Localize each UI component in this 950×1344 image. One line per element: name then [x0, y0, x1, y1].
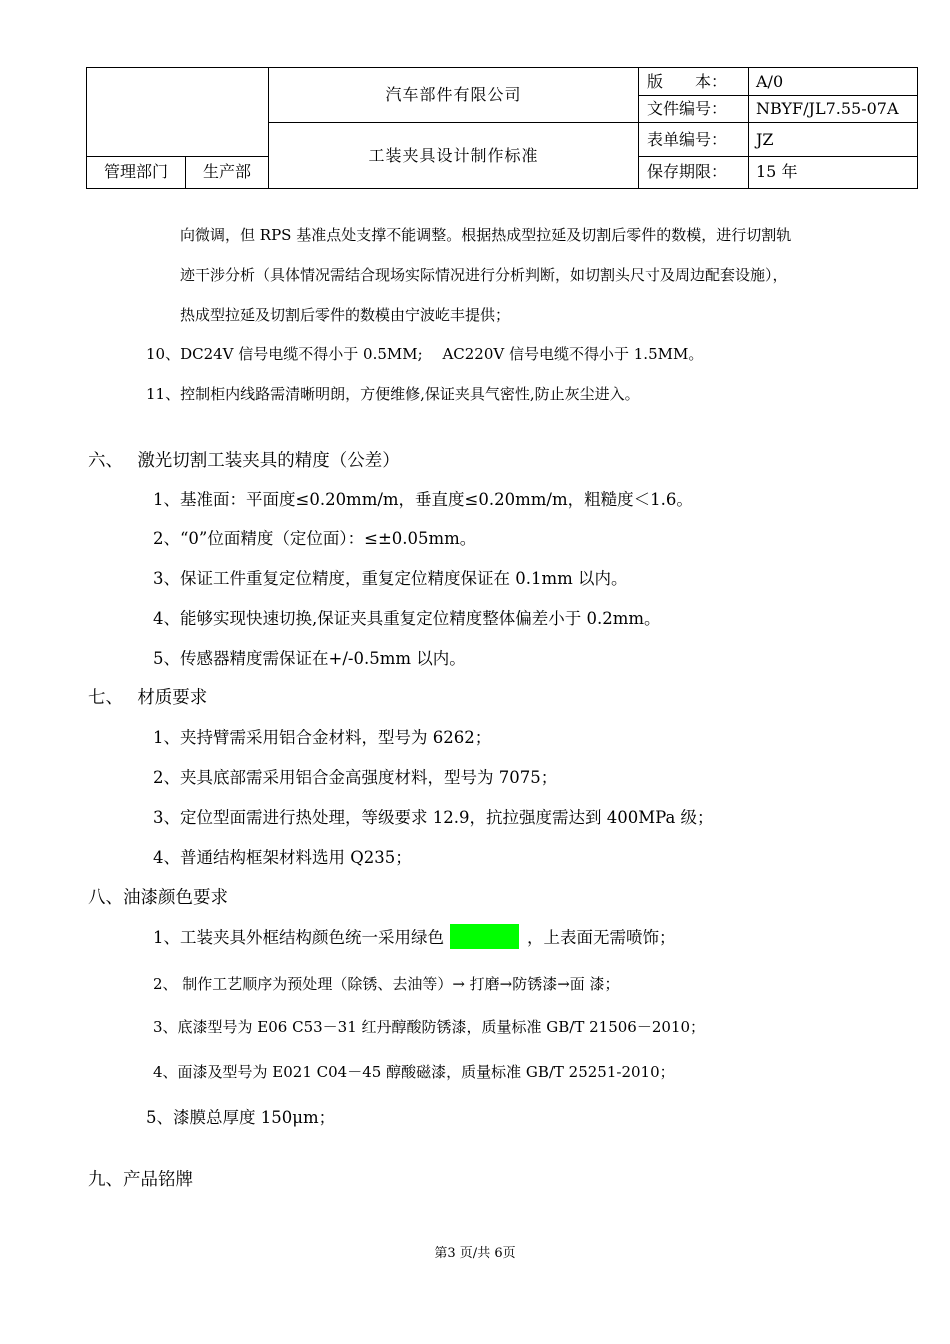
retention-label: 保存期限： [639, 156, 749, 188]
section-8-item-2: 2、 制作工艺顺序为预处理（除锈、去油等）→ 打磨→防锈漆→面 漆； [153, 975, 620, 993]
section-7-item-4: 4、普通结构框架材料选用 Q235； [153, 848, 412, 867]
section-8-item-3: 3、底漆型号为 E06 C53－31 红丹醇酸防锈漆，质量标准 GB/T 21506－2010； [153, 1018, 706, 1036]
item-11: 11、控制柜内线路需清晰明朗，方便维修,保证夹具气密性,防止灰尘进入。 [146, 385, 640, 403]
version-label: 版 本： [639, 68, 749, 96]
item-10: 10、DC24V 信号电缆不得小于 0.5MM; AC220V 信号电缆不得小于 1.5MM。 [146, 345, 704, 363]
page-number: 第3 页/共 6页 [434, 1246, 516, 1261]
form-number-label: 表单编号： [639, 123, 749, 156]
section-8-item-1-text: 1、工装夹具外框结构颜色统一采用绿色 [153, 928, 444, 947]
file-number-label: 文件编号： [639, 96, 749, 123]
continuation-line-2: 迹干涉分析（具体情况需结合现场实际情况进行分析判断，如切割头尺寸及周边配套设施）， [180, 266, 788, 284]
section-6-title: 六、 激光切割工装夹具的精度（公差） [88, 451, 400, 471]
green-color-swatch [450, 924, 519, 949]
section-6-item-4: 4、能够实现快速切换,保证夹具重复定位精度整体偏差小于 0.2mm。 [153, 609, 661, 628]
dept-value: 生产部 [186, 156, 269, 188]
section-7-item-3: 3、定位型面需进行热处理，等级要求 12.9，抗拉强度需达到 400MPa 级； [153, 808, 714, 827]
section-7-title: 七、 材质要求 [88, 688, 208, 708]
document-title: 工装夹具设计制作标准 [269, 123, 639, 189]
section-8-item-5: 5、漆膜总厚度 150μm； [146, 1108, 336, 1127]
dept-label: 管理部门 [87, 156, 186, 188]
version-value: A/0 [749, 68, 918, 96]
continuation-line-1: 向微调，但 RPS 基准点处支撑不能调整。根据热成型拉延及切割后零件的数模，进行切割轨 [180, 226, 792, 244]
continuation-line-3: 热成型拉延及切割后零件的数模由宁波屹丰提供； [180, 306, 511, 324]
section-6-item-3: 3、保证工件重复定位精度，重复定位精度保证在 0.1mm 以内。 [153, 569, 628, 588]
section-8-item-1 [153, 924, 676, 949]
section-6-item-5: 5、传感器精度需保证在+/-0.5mm 以内。 [153, 649, 466, 668]
company-name: 汽车部件有限公司 [269, 68, 639, 123]
section-9-title: 九、产品铭牌 [88, 1170, 193, 1190]
form-number-value: JZ [749, 123, 918, 156]
section-6-item-2: 2、“0”位面精度（定位面）：≤±0.05mm。 [153, 529, 477, 548]
section-8-item-1-suffix: ，上表面无需喷饰； [527, 928, 676, 947]
section-6-item-1: 1、基准面：平面度≤0.20mm/m，垂直度≤0.20mm/m，粗糙度＜1.6。 [153, 490, 693, 509]
section-8-title: 八、油漆颜色要求 [88, 888, 228, 908]
section-7-item-1: 1、夹持臂需采用铝合金材料，型号为 6262； [153, 728, 492, 747]
file-number-value: NBYF/JL7.55-07A [749, 96, 918, 123]
section-7-item-2: 2、夹具底部需采用铝合金高强度材料，型号为 7075； [153, 768, 558, 787]
retention-value: 15 年 [749, 156, 918, 188]
section-8-item-4: 4、面漆及型号为 E021 C04－45 醇酸磁漆，质量标准 GB/T 25251-2010； [153, 1063, 675, 1081]
